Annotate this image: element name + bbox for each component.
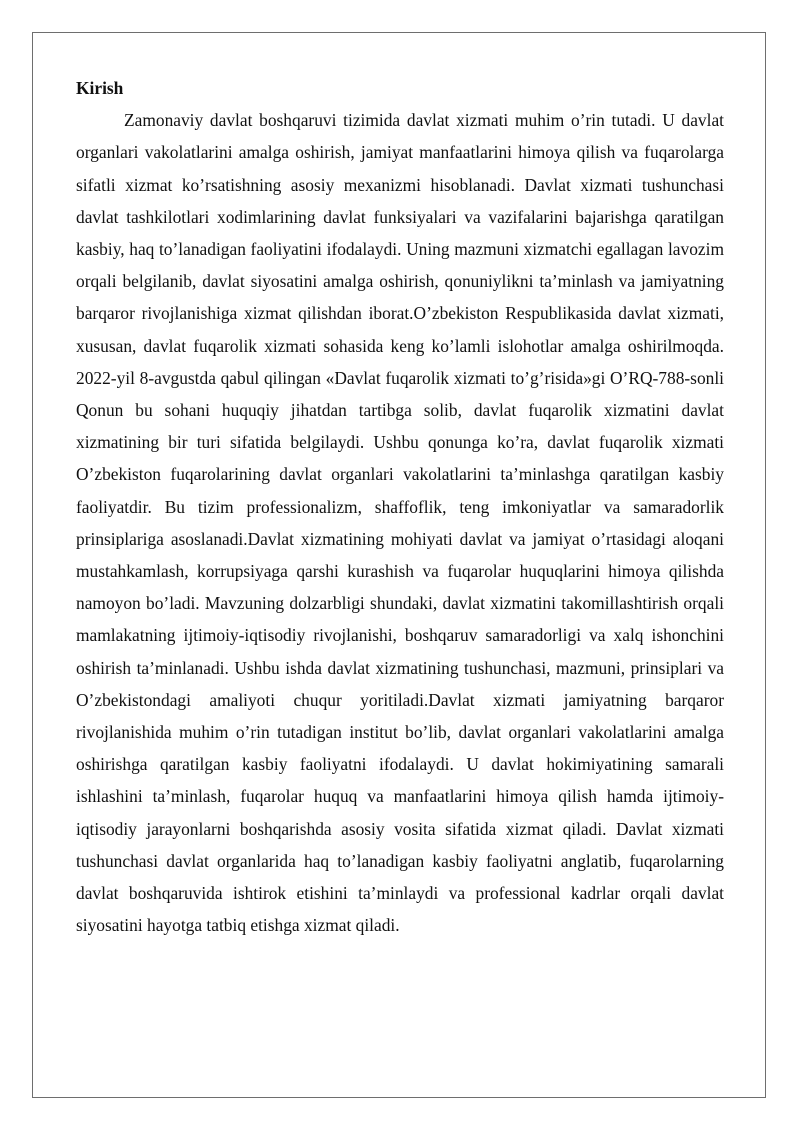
body-paragraph: Zamonaviy davlat boshqaruvi tizimida davlat xizmati muhim o’rin tutadi. U davlat organlari vakolatlarini amalga oshirish, jamiyat manfaatlarini himoya qilish va fuqarolarga sifatli xizmat ko’rsatishning asosiy mexanizmi hisoblanadi. Davlat xizmati tushunchasi davlat tashkilotlari xodimlarining davlat funksiyalari va vazifalarini bajarishga qaratilgan kasbiy, haq to’lanadigan faoliyatini ifodalaydi. Uning mazmuni xizmatchi egallagan lavozim orqali belgilanib, davlat siyosatini amalga oshirish, qonuniylikni ta’minlash va jamiyatning barqaror rivojlanishiga xizmat qilishdan iborat.O’zbekiston Respublikasida davlat xizmati, xususan, davlat fuqarolik xizmati sohasida keng ko’lamli islohotlar amalga oshirilmoqda. 2022-yil 8-avgustda qabul qilingan «Davlat fuqarolik xizmati to’g’risida»gi O’RQ-788-sonli Qonun bu sohani huquqiy jihatdan tartibga solib, davlat fuqarolik xizmatini davlat xizmatining bir turi sifatida belgilaydi. Ushbu qonunga ko’ra, davlat fuqarolik xizmati O’zbekiston fuqarolarining davlat organlari vakolatlarini ta’minlashga qaratilgan kasbiy faoliyatdir. Bu tizim professionalizm, shaffoflik, teng imkoniyatlar va samaradorlik prinsiplariga asoslanadi.Davlat xizmatining mohiyati davlat va jamiyat o’rtasidagi aloqani mustahkamlash, korrupsiyaga qarshi kurashish va fuqarolar huquqlarini himoya qilishda namoyon bo’ladi. Mavzuning dolzarbligi shundaki, davlat xizmatini takomillashtirish orqali mamlakatning ijtimoiy-iqtisodiy rivojlanishi, boshqaruv samaradorligi va xalq ishonchini oshirish ta’minlanadi. Ushbu ishda davlat xizmatining tushunchasi, mazmuni, prinsiplari va O’zbekistondagi amaliyoti chuqur yoritiladi.Davlat xizmati jamiyatning barqaror rivojlanishida muhim o’rin tutadigan institut bo’lib, davlat organlari vakolatlarini amalga oshirishga qaratilgan kasbiy faoliyatni ifodalaydi. U davlat hokimiyatining samarali ishlashini ta’minlash, fuqarolar huquq va manfaatlarini himoya qilish hamda ijtimoiy-iqtisodiy jarayonlarni boshqarishda asosiy vosita sifatida xizmat qiladi. Davlat xizmati tushunchasi davlat organlarida haq to’lanadigan kasbiy faoliyatni anglatib, fuqarolarning davlat boshqaruvida ishtirok etishini ta’minlaydi va professional kadrlar orqali davlat siyosatini hayotga tatbiq etishga xizmat qiladi. [76,110,724,936]
document-body [76,72,724,941]
section-heading: Kirish [76,78,124,98]
